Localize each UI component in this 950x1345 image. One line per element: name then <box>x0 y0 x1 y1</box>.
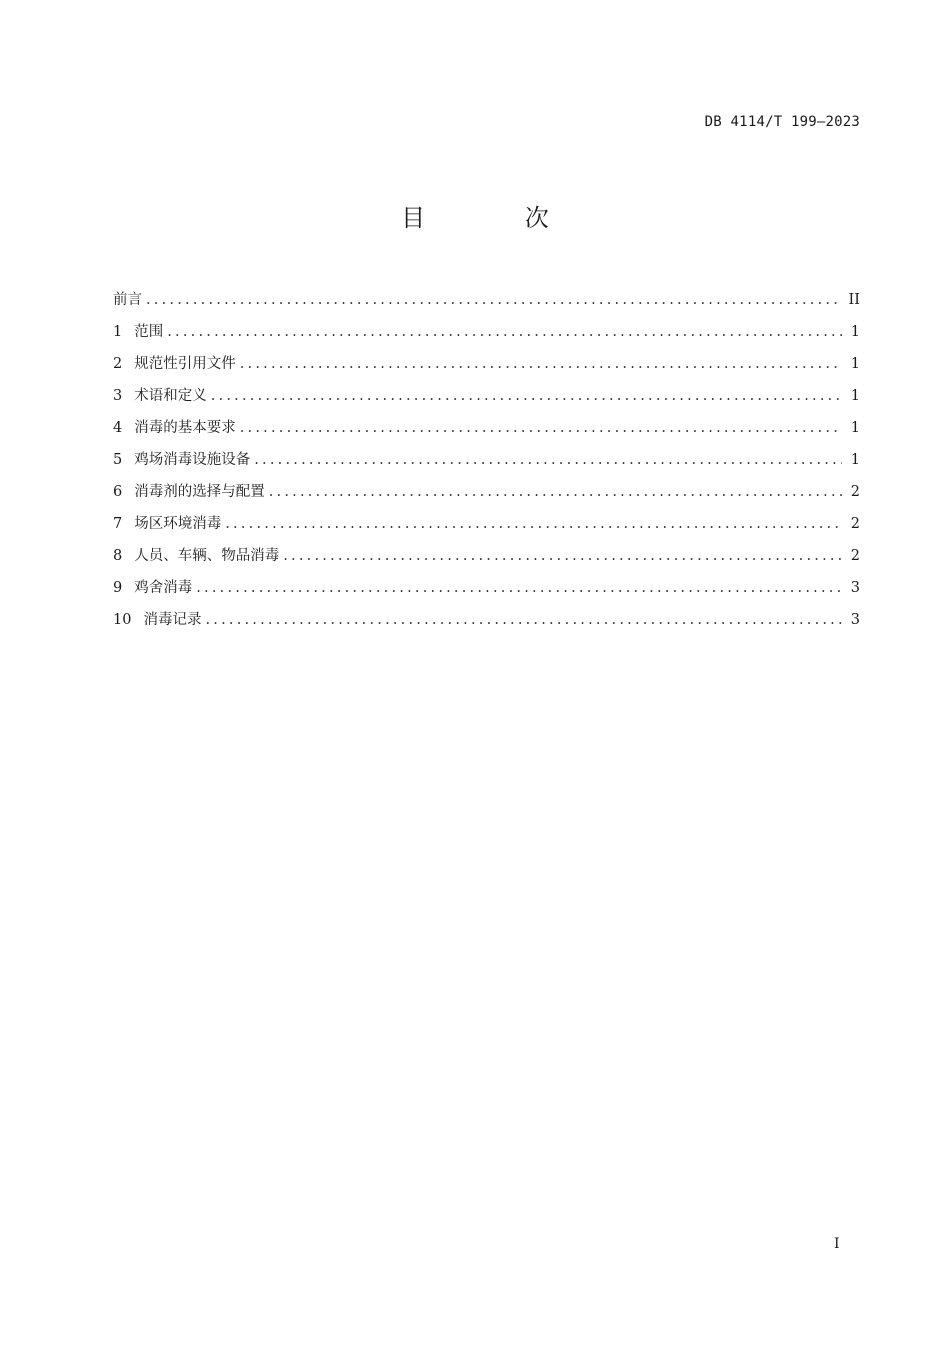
toc-leader-dots <box>146 284 842 316</box>
toc-item-number: 9 <box>113 580 123 596</box>
toc-item-terms-definitions[interactable] <box>113 380 860 412</box>
toc-item-page: 3 <box>850 612 860 628</box>
toc-item-page: 3 <box>850 580 860 596</box>
toc-leader-dots <box>225 508 842 540</box>
toc-item-henhouse-disinfection[interactable] <box>113 572 860 604</box>
toc-item-number: 5 <box>113 452 123 468</box>
toc-item-disinfectant-selection[interactable] <box>113 476 860 508</box>
toc-item-label: 范围 <box>134 324 164 340</box>
toc-leader-dots <box>211 380 842 412</box>
toc-item-number: 1 <box>113 324 123 340</box>
toc-item-personnel-vehicle-disinfection[interactable] <box>113 540 860 572</box>
toc-item-page: 1 <box>850 324 860 340</box>
toc-item-number: 8 <box>113 548 123 564</box>
toc-item-environment-disinfection[interactable] <box>113 508 860 540</box>
page-title: 目 次 <box>401 204 595 232</box>
toc-leader-dots <box>205 604 842 636</box>
toc-item-normative-references[interactable] <box>113 348 860 380</box>
toc-item-label: 鸡场消毒设施设备 <box>134 452 251 468</box>
toc-item-scope[interactable] <box>113 316 860 348</box>
table-of-contents <box>113 284 860 636</box>
toc-item-label: 场区环境消毒 <box>134 516 222 532</box>
toc-item-page: 1 <box>850 356 860 372</box>
toc-leader-dots <box>196 572 842 604</box>
toc-item-foreword[interactable] <box>113 284 860 316</box>
document-code: DB 4114/T 199—2023 <box>704 114 860 130</box>
toc-item-page: II <box>848 292 860 308</box>
toc-leader-dots <box>283 540 842 572</box>
toc-item-number: 10 <box>113 612 132 628</box>
toc-leader-dots <box>240 348 842 380</box>
toc-item-number: 4 <box>113 420 123 436</box>
toc-item-label: 人员、车辆、物品消毒 <box>134 548 280 564</box>
toc-leader-dots <box>254 444 842 476</box>
toc-item-number: 6 <box>113 484 123 500</box>
toc-item-label: 消毒的基本要求 <box>134 420 236 436</box>
toc-leader-dots <box>240 412 842 444</box>
toc-item-page: 2 <box>850 484 860 500</box>
toc-item-number: 2 <box>113 356 123 372</box>
toc-item-label: 术语和定义 <box>134 388 207 404</box>
toc-item-page: 1 <box>850 420 860 436</box>
toc-leader-dots <box>269 476 842 508</box>
toc-item-facilities-equipment[interactable] <box>113 444 860 476</box>
toc-item-label: 前言 <box>113 292 142 308</box>
toc-item-page: 1 <box>850 452 860 468</box>
toc-leader-dots <box>167 316 842 348</box>
toc-item-label: 规范性引用文件 <box>134 356 236 372</box>
toc-item-label: 消毒记录 <box>143 612 202 628</box>
toc-item-page: 2 <box>850 516 860 532</box>
toc-item-number: 3 <box>113 388 123 404</box>
toc-item-basic-requirements[interactable] <box>113 412 860 444</box>
toc-item-disinfection-records[interactable] <box>113 604 860 636</box>
toc-item-page: 1 <box>850 388 860 404</box>
toc-item-number: 7 <box>113 516 123 532</box>
toc-item-page: 2 <box>850 548 860 564</box>
toc-item-label: 消毒剂的选择与配置 <box>134 484 265 500</box>
page-number: I <box>834 1236 840 1252</box>
toc-item-label: 鸡舍消毒 <box>134 580 193 596</box>
